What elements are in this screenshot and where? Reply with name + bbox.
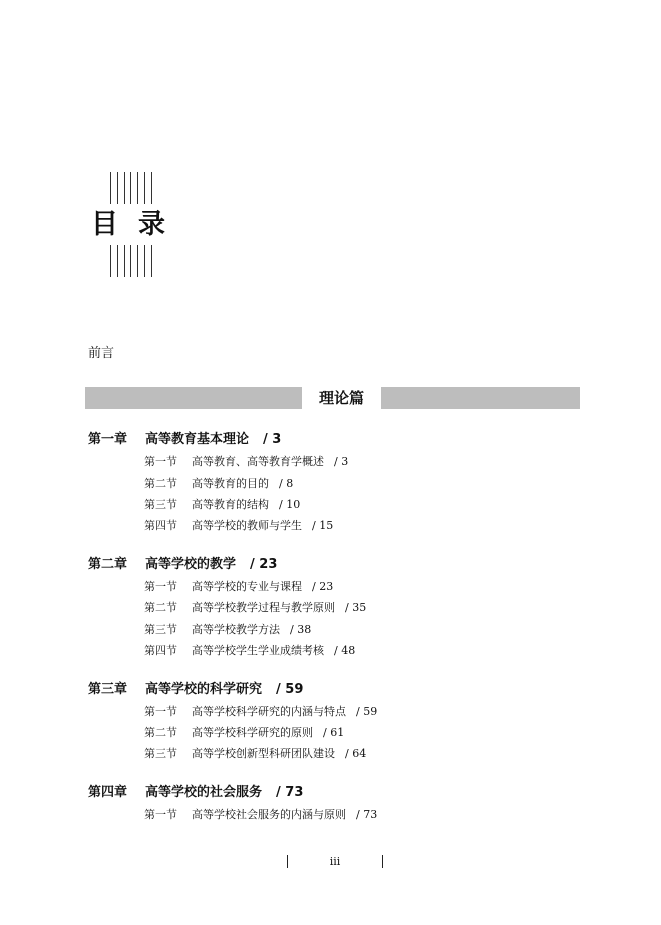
part-title: 理论篇 [318,389,364,407]
chapter-number: 第一章 [88,432,128,447]
toc-section[interactable] [144,623,311,637]
section-page: / 61 [323,726,345,739]
chapter-title: 高等学校的科学研究 [145,682,263,697]
section-number: 第一节 [144,580,177,593]
decorative-bars-bottom [110,245,152,277]
section-title: 高等学校的教师与学生 [192,519,302,532]
section-title: 高等教育的目的 [192,477,269,490]
toc-section[interactable] [144,519,333,533]
section-number: 第四节 [144,644,177,657]
toc-section[interactable] [144,601,366,615]
chapter-number: 第三章 [88,682,128,697]
section-number: 第四节 [144,519,177,532]
section-page: / 3 [334,455,349,468]
section-number: 第一节 [144,455,177,468]
section-page: / 38 [290,623,312,636]
section-page: / 48 [334,644,356,657]
toc-entry-preface[interactable]: 前言 [88,346,115,361]
section-number: 第二节 [144,601,177,614]
page-number: iii [329,855,341,868]
chapter-title: 高等学校的教学 [145,557,237,572]
toc-chapter-4[interactable] [88,785,303,801]
section-title: 高等学校教学方法 [192,623,280,636]
section-number: 第二节 [144,726,177,739]
section-page: / 64 [345,747,367,760]
section-page: / 23 [312,580,334,593]
section-title: 高等学校社会服务的内涵与原则 [192,808,346,821]
toc-section[interactable] [144,477,293,491]
chapter-page: / 23 [250,557,278,572]
toc-section[interactable] [144,580,333,594]
toc-section[interactable] [144,498,300,512]
section-page: / 59 [356,705,378,718]
banner-rule-right [381,387,580,409]
section-title: 高等学校科学研究的原则 [192,726,313,739]
toc-section[interactable] [144,808,377,822]
toc-chapter-1[interactable] [88,432,281,448]
toc-section[interactable] [144,455,348,469]
part-banner [85,387,580,409]
section-number: 第三节 [144,623,177,636]
section-page: / 15 [312,519,334,532]
decorative-bars-top [110,172,152,204]
section-title: 高等教育的结构 [192,498,269,511]
chapter-number: 第二章 [88,557,128,572]
toc-section[interactable] [144,705,377,719]
page-title: 目录 [91,209,185,240]
banner-rule-left [85,387,302,409]
section-number: 第二节 [144,477,177,490]
toc-section[interactable] [144,726,344,740]
section-title: 高等教育、高等教育学概述 [192,455,324,468]
chapter-number: 第四章 [88,785,128,800]
page-number-footer [287,855,383,869]
section-number: 第一节 [144,808,177,821]
toc-section[interactable] [144,747,366,761]
section-page: / 10 [279,498,301,511]
chapter-page: / 3 [263,432,282,447]
chapter-page: / 59 [276,682,304,697]
toc-chapter-3[interactable] [88,682,303,698]
toc-section[interactable] [144,644,355,658]
section-title: 高等学校科学研究的内涵与特点 [192,705,346,718]
section-number: 第三节 [144,498,177,511]
section-title: 高等学校创新型科研团队建设 [192,747,335,760]
section-number: 第一节 [144,705,177,718]
section-page: / 73 [356,808,378,821]
section-title: 高等学校学生学业成绩考核 [192,644,324,657]
section-number: 第三节 [144,747,177,760]
folio-rule-right [382,855,383,868]
section-page: / 35 [345,601,367,614]
chapter-title: 高等学校的社会服务 [145,785,263,800]
chapter-page: / 73 [276,785,304,800]
toc-chapter-2[interactable] [88,557,277,573]
section-title: 高等学校教学过程与教学原则 [192,601,335,614]
chapter-title: 高等教育基本理论 [145,432,250,447]
section-title: 高等学校的专业与课程 [192,580,302,593]
section-page: / 8 [279,477,294,490]
